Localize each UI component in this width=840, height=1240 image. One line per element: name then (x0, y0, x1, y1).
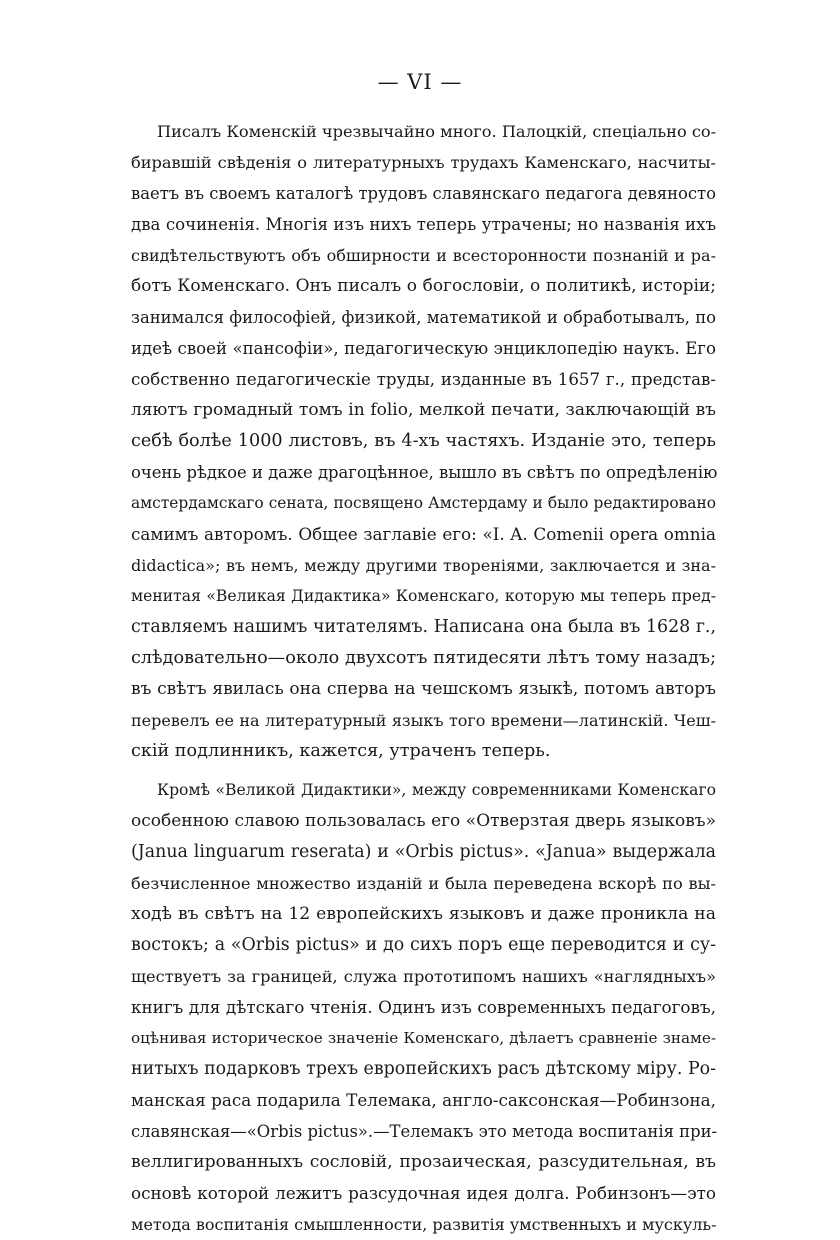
text-line: собственно педагогическіе труды, изданные въ 1657 г., представ- (131, 370, 716, 389)
text-line: didactica»; въ немъ, между другими твореніями, заключается и зна- (131, 556, 716, 575)
text-line: веллигированныхъ сословій, прозаическая, разсудительная, въ (131, 1152, 716, 1172)
text-line: очень рѣдкое и даже драгоцѣнное, вышло въ свѣтъ по опредѣленію (131, 463, 718, 482)
text-line: ботъ Коменскаго. Онъ писалъ о богословіи, о политикѣ, исторіи; (131, 276, 716, 296)
text-line: оцѣнивая историческое значеніе Коменскаго, дѣлаетъ сравненіе знаме- (131, 1029, 716, 1047)
text-line: книгъ для дѣтскаго чтенія. Одинъ изъ современныхъ педагоговъ, (131, 997, 716, 1017)
text-line: славянская—«Orbis pictus».—Телемакъ это метода воспитанія при- (131, 1122, 718, 1141)
text-line: идеѣ своей «пансофіи», педагогическую энциклопедію наукъ. Его (131, 339, 716, 358)
text-line: Кромѣ «Великой Дидактики», между современниками Коменскаго (157, 781, 716, 799)
text-line: востокъ; а «Orbis pictus» и до сихъ поръ еще переводится и су- (131, 935, 716, 955)
text-line: метода воспитанія смышленности, развитія умственныхъ и мускуль- (131, 1215, 717, 1234)
text-line: въ свѣтъ явилась она сперва на чешскомъ языкѣ, потомъ авторъ (131, 679, 716, 699)
text-line: перевелъ ее на литературный языкъ того времени—латинскій. Чеш- (131, 711, 716, 730)
body-text (131, 116, 716, 1240)
text-line: ляютъ громадный томъ in folio, мелкой печати, заключающій въ (131, 400, 716, 420)
text-line: слѣдовательно—около двухсотъ пятидесяти лѣтъ тому назадъ; (131, 648, 716, 668)
text-line: себѣ болѣе 1000 листовъ, въ 4-хъ частяхъ. Изданіе это, теперь (131, 431, 716, 451)
text-line: занимался философіей, физикой, математикой и обработывалъ, по (131, 308, 716, 327)
text-line: биравшій свѣденія о литературныхъ трудахъ Каменскаго, насчиты- (131, 153, 716, 172)
text-line: манская раса подарила Телемака, англо-саксонская—Робинзона, (131, 1090, 716, 1110)
text-line: менитая «Великая Дидактика» Коменскаго, которую мы теперь пред- (131, 587, 716, 605)
text-line: ходѣ въ свѣтъ на 12 европейскихъ языковъ и даже проникла на (131, 904, 716, 924)
paragraph-1 (131, 116, 716, 767)
text-line: основѣ которой лежитъ разсудочная идея долга. Робинзонъ—это (131, 1183, 716, 1203)
text-line: самимъ авторомъ. Общее заглавіе его: «I. A. Comenii opera omnia (131, 524, 716, 544)
text-line: ставляемъ нашимъ читателямъ. Написана она была въ 1628 г., (131, 617, 716, 637)
page-number: — VI — (377, 70, 463, 94)
paragraph-2 (131, 775, 716, 1240)
text-line: (Janua linguarum reserata) и «Orbis pictus». «Janua» выдержала (131, 842, 716, 862)
text-line: безчисленное множество изданій и была переведена вскорѣ по вы- (131, 874, 716, 893)
text-line: два сочиненія. Многія изъ нихъ теперь утрачены; но названія ихъ (131, 215, 716, 234)
text-line: скій подлинникъ, кажется, утраченъ теперь. (131, 741, 551, 761)
text-line: свидѣтельствуютъ объ обширности и всесторонности познаній и ра- (131, 246, 716, 265)
text-line: амстердамскаго сената, посвящено Амстердаму и было редактировано (131, 494, 716, 512)
paragraph-gap (131, 767, 716, 775)
text-line: нитыхъ подарковъ трехъ европейскихъ расъ дѣтскому міру. Ро- (131, 1059, 716, 1079)
text-line: особенною славою пользовалась его «Отверзтая дверь языковъ» (131, 811, 716, 831)
text-line: Писалъ Коменскій чрезвычайно много. Палоцкій, спеціально со- (157, 122, 717, 141)
text-line: ществуетъ за границей, служа прототипомъ нашихъ «наглядныхъ» (131, 967, 716, 986)
text-line: ваетъ въ своемъ каталогѣ трудовъ славянскаго педагога девяносто (131, 184, 716, 203)
